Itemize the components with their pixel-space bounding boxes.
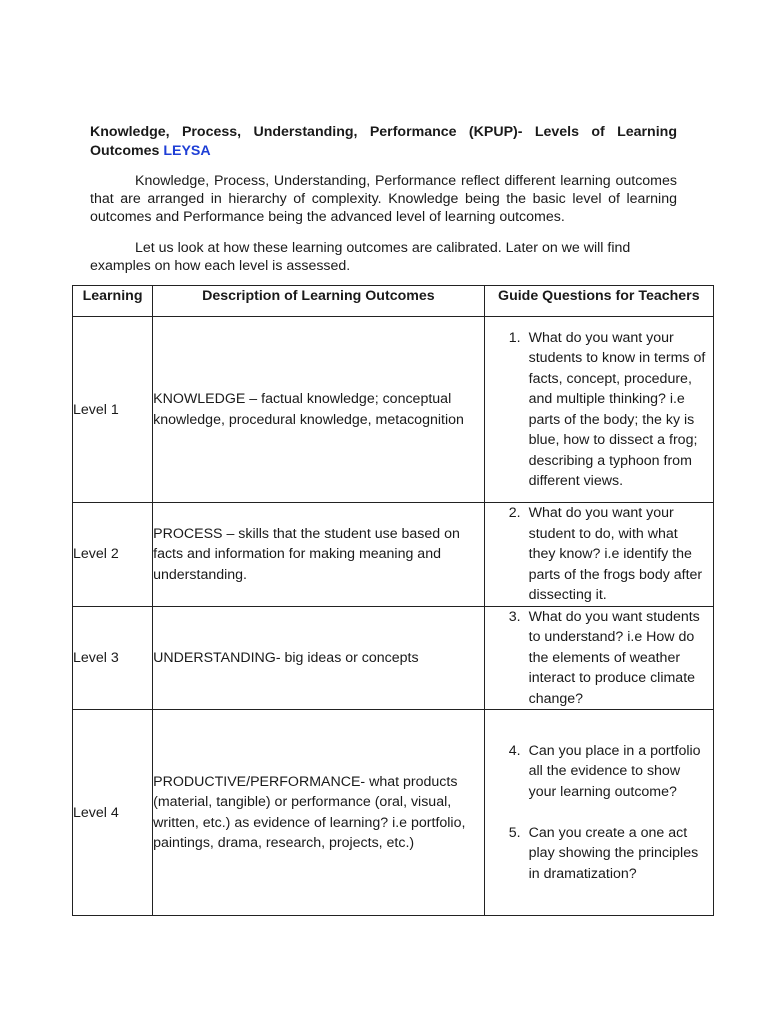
header-learning: Learning bbox=[73, 286, 153, 317]
table-row bbox=[73, 503, 714, 607]
question-text: What do you want your student to do, with what they know? i.e identify the parts of the frogs body after dissecting it. bbox=[528, 505, 703, 603]
intro-paragraph: Knowledge, Process, Understanding, Performance reflect different learning outcomes that are arranged in hierarchy of complexity. Knowledge being the basic level of learning outcomes and Performance being the advanced level of learning outcomes. bbox=[90, 173, 677, 225]
title-tag: LEYSA bbox=[163, 143, 211, 159]
guide-question bbox=[485, 823, 713, 885]
question-number: 1. bbox=[508, 329, 521, 346]
table-row bbox=[73, 710, 714, 916]
guide-cell bbox=[484, 317, 713, 503]
guide-question bbox=[485, 741, 713, 803]
calibration-paragraph: Let us look at how these learning outcomes are calibrated. Later on we will find examples on how each level is assessed. bbox=[90, 240, 631, 274]
header-description: Description of Learning Outcomes bbox=[153, 286, 485, 317]
guide-cell bbox=[484, 503, 713, 607]
kpup-table bbox=[72, 285, 714, 916]
question-text: What do you want students to understand? i.e How do the elements of weather interact to produce climate change? bbox=[528, 608, 700, 707]
description-cell: UNDERSTANDING- big ideas or concepts bbox=[153, 606, 485, 710]
guide-cell bbox=[484, 710, 713, 916]
title-main: Knowledge, Process, Understanding, Performance (KPUP)- Levels of Learning Outcomes bbox=[90, 124, 677, 159]
table-row bbox=[73, 606, 714, 710]
table-row bbox=[73, 317, 714, 503]
header-guide-questions: Guide Questions for Teachers bbox=[484, 286, 713, 317]
document-title bbox=[90, 123, 677, 161]
question-text: Can you create a one act play showing the principles in dramatization? bbox=[528, 824, 699, 882]
description-cell: KNOWLEDGE – factual knowledge; conceptual knowledge, procedural knowledge, metacognition bbox=[153, 317, 485, 503]
description-cell: PRODUCTIVE/PERFORMANCE- what products (material, tangible) or performance (oral, visual, written, etc.) as evidence of learning? i.e portfolio, paintings, drama, research, projects, etc.) bbox=[153, 710, 485, 916]
level-cell: Level 4 bbox=[73, 710, 153, 916]
level-cell: Level 3 bbox=[73, 606, 153, 710]
level-cell: Level 2 bbox=[73, 503, 153, 607]
description-cell: PROCESS – skills that the student use based on facts and information for making meaning and understanding. bbox=[153, 503, 485, 607]
table-header-row bbox=[73, 286, 714, 317]
question-text: Can you place in a portfolio all the evidence to show your learning outcome? bbox=[528, 742, 701, 800]
question-number: 2. bbox=[508, 505, 521, 521]
guide-question bbox=[485, 607, 713, 710]
guide-cell bbox=[484, 606, 713, 710]
guide-question bbox=[485, 328, 713, 492]
question-number: 4. bbox=[508, 742, 521, 759]
question-number: 3. bbox=[508, 608, 521, 625]
guide-question bbox=[485, 503, 713, 606]
question-number: 5. bbox=[508, 824, 521, 841]
level-cell: Level 1 bbox=[73, 317, 153, 503]
question-text: What do you want your students to know in terms of facts, concept, procedure, and multiple thinking? i.e parts of the body; the ky is blue, how to dissect a frog; describing a typhoon from different views. bbox=[528, 329, 706, 489]
